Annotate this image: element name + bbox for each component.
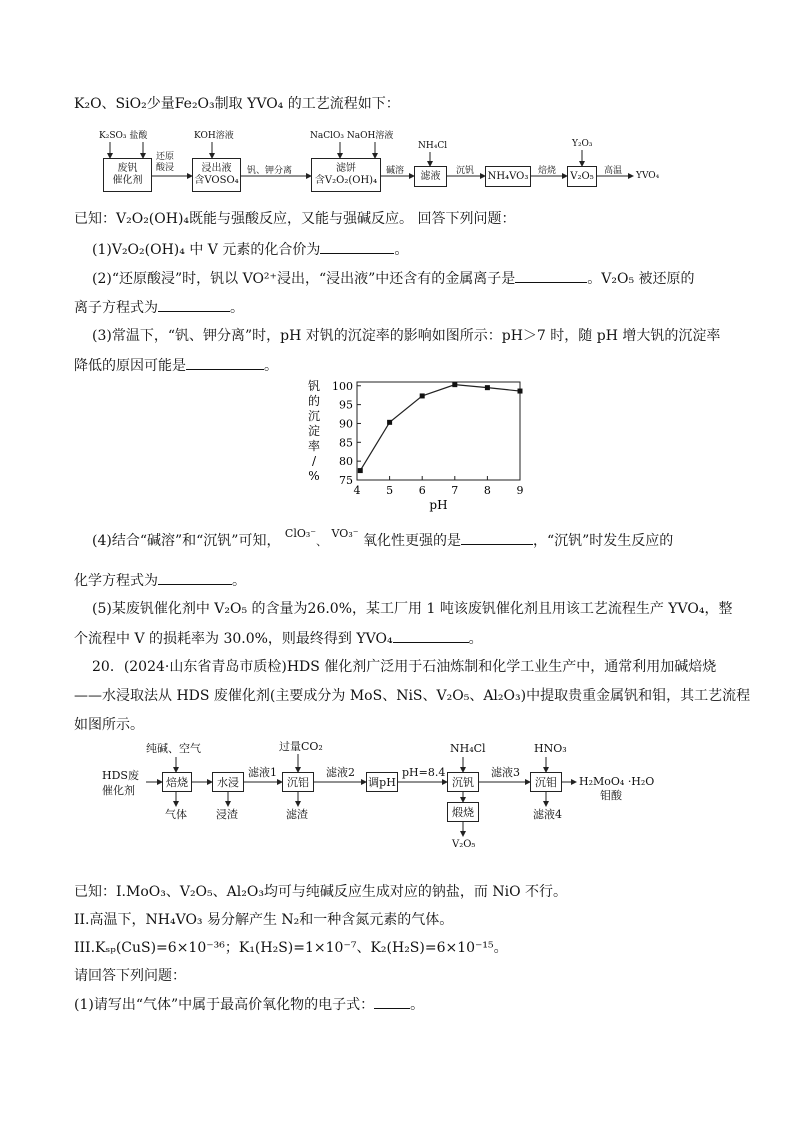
flow2-out-filter-residue: 滤渣: [286, 808, 308, 821]
y-axis-label-char: 沉: [307, 409, 321, 423]
problem-20-line-2: ——水浸取法从 HDS 废催化剂(主要成分为 MoS、NiS、V₂O₅、Al₂O₃)中提取贵重金属钒和钼，其工艺流程: [74, 688, 751, 704]
question-4-end: 。: [232, 573, 246, 589]
known-1: 已知：V₂O₂(OH)₄既能与强酸反应，又能与强碱反应。 回答下列问题：: [74, 211, 516, 227]
flow2-label-filtrate-2: 滤液2: [326, 766, 355, 779]
known-iii: III.Kₛₚ(CuS)=6×10⁻³⁶；K₁(H₂S)=1×10⁻⁷、K₂(H₂S)=6×10⁻¹⁵。: [74, 940, 508, 956]
problem-20-line-1: 20．(2024·山东省青岛市质检)HDS 催化剂广泛用于石油炼制和化学工业生产中，通常利用加碱焙烧: [92, 659, 717, 675]
x-tick-label-9: 9: [516, 484, 524, 497]
flow2-reagent-3: NH₄Cl: [450, 742, 486, 755]
flow1-step-1: 还原 酸浸: [156, 152, 175, 173]
y-tick-label-90: 90: [339, 417, 353, 431]
intro-text: K₂O、SiO₂少量Fe₂O₃制取 YVO₄ 的工艺流程如下：: [74, 96, 400, 112]
y-axis-label-char: 钒: [307, 379, 321, 393]
flow1-step-5: 焙烧: [538, 166, 557, 176]
flow1-box-leachate: 浸出液 含VOSO₄: [192, 158, 241, 192]
y-tick-label-75: 75: [339, 474, 353, 487]
ion-vanadate: VO₃⁻: [331, 527, 359, 540]
flow2-reagent-4: HNO₃: [534, 742, 567, 755]
ion-chlorate: ClO₃⁻: [284, 527, 317, 540]
flow2-box-roast: 焙烧: [162, 772, 192, 792]
flow2-label-filtrate-1: 滤液1: [248, 766, 277, 779]
y-axis-label-char: %: [308, 469, 320, 483]
ion-separator: 、: [316, 535, 328, 548]
y-axis-label-char: /: [311, 454, 317, 468]
question-5: (5)某废钒催化剂中 V₂O₅ 的含量为26.0%，某工厂用 1 吨该废钒催化剂且用该工艺流程生产 YVO₄，整: [92, 601, 733, 617]
flow2-box-calcine: 煅烧: [447, 802, 479, 822]
flow1-reagent-3: NaClO₃ NaOH溶液: [310, 131, 394, 141]
flow1-reagent-1: K₂SO₃ 盐酸: [99, 131, 148, 141]
known-ii: II.高温下，NH₄VO₃ 易分解产生 N₂和一种含氮元素的气体。: [74, 912, 454, 928]
please-answer: 请回答下列问题：: [74, 968, 186, 984]
question-1-end: 。: [394, 242, 409, 258]
question-4-text-c: ，“沉钒”时发生反应的: [532, 533, 674, 549]
question-20-1-text: (1)请写出“气体”中属于最高价氧化物的电子式：: [74, 997, 375, 1013]
problem-20-line-3: 如图所示。: [74, 717, 144, 733]
question-2-text-c: 离子方程式为: [74, 300, 158, 316]
y-tick-label-85: 85: [339, 436, 353, 450]
flow1-reagent-5: Y₂O₃: [572, 139, 593, 149]
x-tick-label-5: 5: [386, 484, 394, 497]
flow1-reagent-2: KOH溶液: [194, 131, 234, 141]
question-5-text-b: 个流程中 V 的损耗率为 30.0%，则最终得到 YVO₄: [74, 631, 393, 647]
flow2-box-v-precip: 沉钒: [447, 772, 479, 792]
flow2-out-residue: 浸渣: [216, 808, 238, 821]
question-3-text-b: 降低的原因可能是: [74, 358, 186, 374]
flow2-out-filtrate-4: 滤液4: [533, 808, 562, 821]
flow2-product: H₂MoO₄ ·H₂O: [579, 775, 655, 788]
flow2-box-water-leach: 水浸: [212, 772, 244, 792]
flow1-box-filter-cake: 滤饼 含V₂O₂(OH)₄: [311, 158, 381, 192]
flow1-step-2: 钒、钾分离: [247, 166, 293, 176]
flow1-box-filtrate: 滤液: [414, 166, 447, 187]
y-tick-label-80: 80: [339, 455, 353, 469]
question-2-text-a: (2)“还原酸浸”时，钒以 VO²⁺浸出，“浸出液”中还含有的金属离子是: [92, 271, 516, 287]
flow2-label-ph: pH=8.4: [402, 766, 446, 779]
flow2-start: HDS废 催化剂: [102, 769, 139, 797]
question-2-end: 。: [230, 300, 244, 316]
flow2-out-v2o5: V₂O₅: [452, 839, 476, 850]
y-axis-label-char: 淀: [307, 424, 321, 438]
y-axis-label-char: 率: [307, 439, 321, 453]
flow2-label-filtrate-3: 滤液3: [491, 766, 520, 779]
flow2-box-adjust-ph: 调pH: [366, 772, 398, 792]
flow1-reagent-4: NH₄Cl: [418, 141, 448, 151]
flow2-product-name: 钼酸: [600, 789, 622, 802]
question-1-text: (1)V₂O₂(OH)₄ 中 V 元素的化合价为: [92, 242, 321, 258]
flow1-step-3: 碱溶: [386, 166, 405, 176]
question-4-text-b: 氧化性更强的是: [362, 533, 461, 549]
question-20-1-end: 。: [410, 997, 425, 1013]
question-3-end: 。: [264, 358, 278, 374]
question-2-text-b: 。V₂O₅ 被还原的: [587, 271, 695, 287]
y-tick-label-95: 95: [339, 398, 353, 412]
question-3: (3)常温下，“钒、钾分离”时，pH 对钒的沉淀率的影响如图所示：pH＞7 时，随 pH 增大钒的沉淀率: [92, 328, 721, 344]
x-tick-label-6: 6: [418, 484, 426, 497]
question-4-text-a: (4)结合“碱溶”和“沉钒”可知，: [92, 533, 281, 549]
x-tick-label-7: 7: [451, 484, 459, 497]
y-tick-label-100: 100: [332, 379, 353, 393]
flow1-step-4: 沉钒: [456, 166, 475, 176]
flow1-step-6: 高温: [604, 166, 623, 176]
x-tick-label-8: 8: [483, 484, 491, 497]
answer-blank-20-1[interactable]: [374, 994, 410, 1009]
question-20-1: [74, 994, 424, 1015]
flow1-box-waste-catalyst: 废钒 催化剂: [103, 158, 152, 192]
flow2-reagent-1: 纯碱、空气: [146, 742, 201, 755]
flow1-product: YVO₄: [636, 171, 660, 181]
flow2-box-al-precip: 沉铝: [282, 772, 314, 792]
flow2-reagent-2: 过量CO₂: [279, 740, 323, 753]
y-axis-label-char: 的: [307, 394, 321, 408]
question-4-text-d: 化学方程式为: [74, 573, 158, 589]
flow1-box-nh4vo3: NH₄VO₃: [485, 166, 531, 187]
flow2-box-mo-precip: 沉钼: [530, 772, 562, 792]
x-axis-label: pH: [429, 498, 448, 512]
flow2-out-gas: 气体: [165, 808, 187, 821]
question-5-end: 。: [468, 631, 483, 647]
x-tick-label-4: 4: [353, 484, 361, 497]
flow1-box-v2o5: V₂O₅: [567, 166, 597, 187]
known-i: 已知：I.MoO₃、V₂O₅、Al₂O₃均可与纯碱反应生成对应的钠盐，而 NiO 不行。: [74, 884, 568, 900]
